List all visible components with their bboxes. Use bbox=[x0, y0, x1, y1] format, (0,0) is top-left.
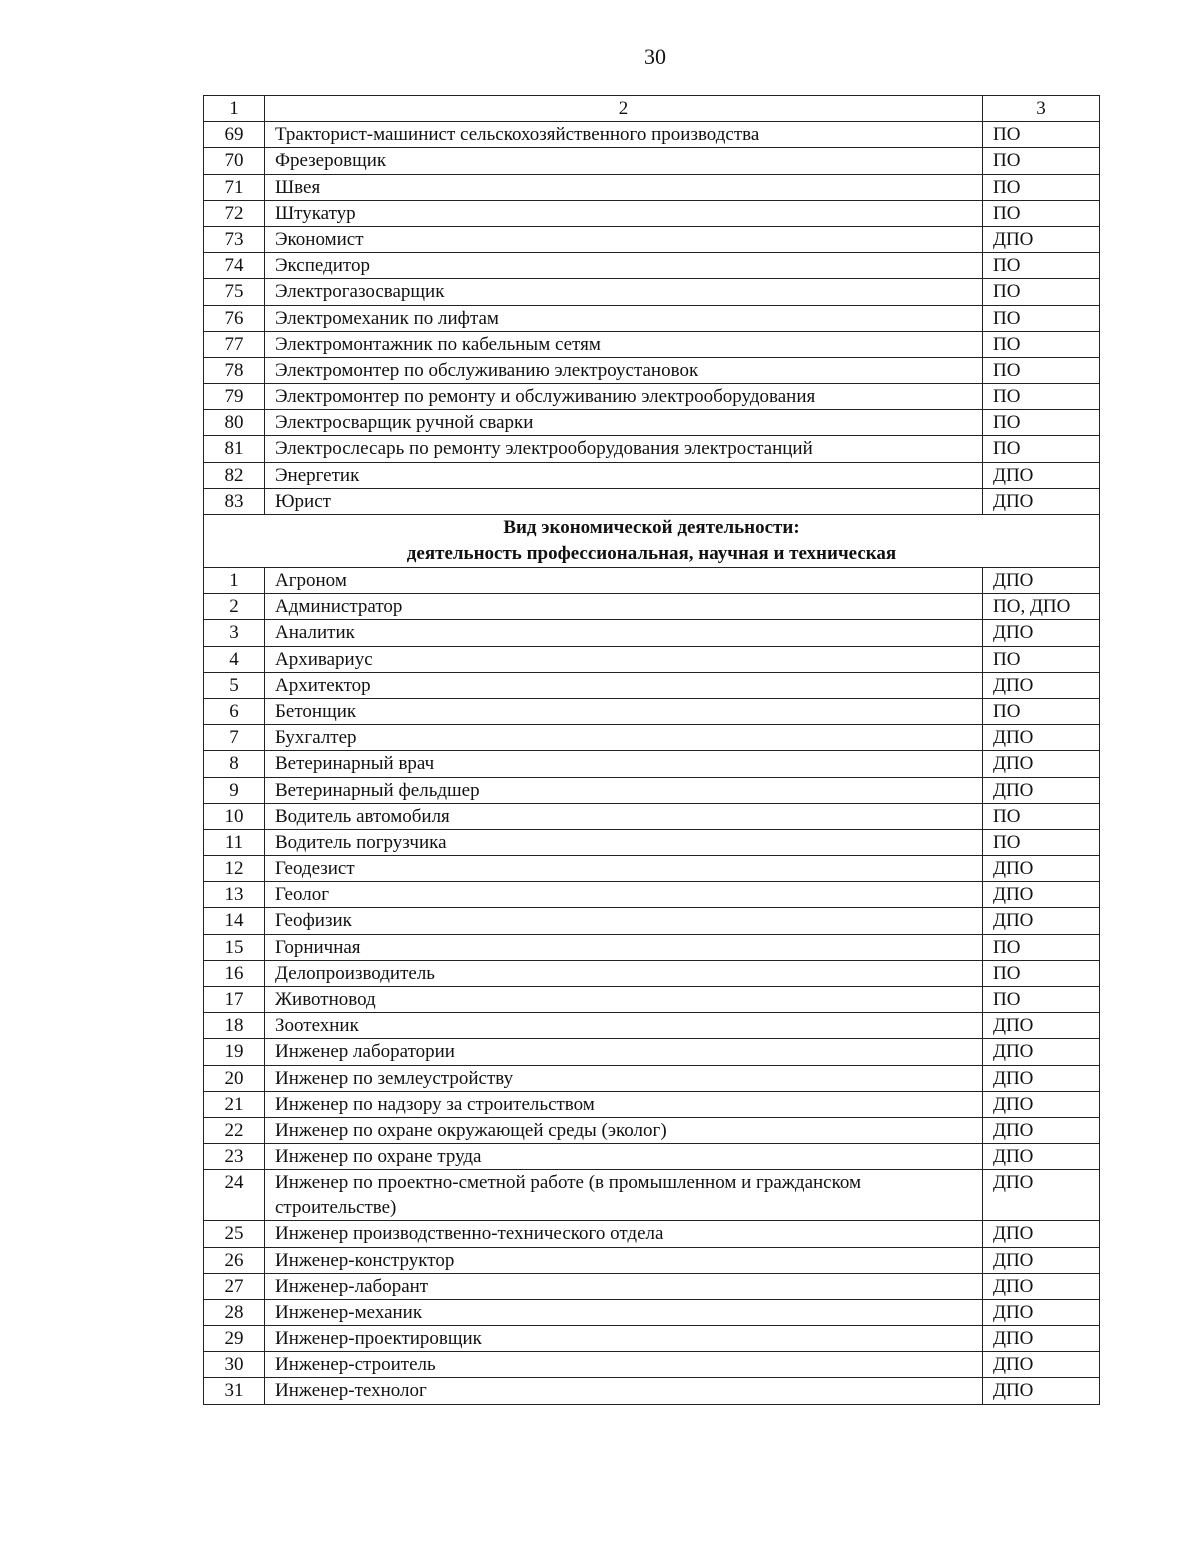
education-type-cell: ДПО bbox=[983, 620, 1100, 646]
profession-cell: Электромонтер по обслуживанию электроустановок bbox=[265, 357, 983, 383]
row-number-cell: 80 bbox=[204, 410, 265, 436]
education-type-cell: ПО bbox=[983, 829, 1100, 855]
table-row bbox=[204, 462, 1100, 488]
table-row bbox=[204, 987, 1100, 1013]
education-type-cell: ДПО bbox=[983, 488, 1100, 514]
row-number-cell: 6 bbox=[204, 698, 265, 724]
table-row bbox=[204, 1299, 1100, 1325]
column-header-number: 1 bbox=[204, 96, 265, 122]
education-type-cell: ДПО bbox=[983, 1013, 1100, 1039]
education-type-cell: ДПО bbox=[983, 751, 1100, 777]
row-number-cell: 10 bbox=[204, 803, 265, 829]
row-number-cell: 9 bbox=[204, 777, 265, 803]
table-row bbox=[204, 1378, 1100, 1404]
row-number-cell: 30 bbox=[204, 1352, 265, 1378]
row-number-cell: 19 bbox=[204, 1039, 265, 1065]
profession-cell: Инженер-лаборант bbox=[265, 1273, 983, 1299]
column-header-profession: 2 bbox=[265, 96, 983, 122]
row-number-cell: 16 bbox=[204, 960, 265, 986]
table-row bbox=[204, 331, 1100, 357]
education-type-cell: ДПО bbox=[983, 1378, 1100, 1404]
table-row bbox=[204, 882, 1100, 908]
table-row bbox=[204, 384, 1100, 410]
education-type-cell: ДПО bbox=[983, 725, 1100, 751]
profession-cell: Инженер по охране окружающей среды (эколог) bbox=[265, 1117, 983, 1143]
education-type-cell: ДПО bbox=[983, 1221, 1100, 1247]
table-row bbox=[204, 122, 1100, 148]
section-header-row bbox=[204, 515, 1100, 568]
profession-cell: Инженер по охране труда bbox=[265, 1144, 983, 1170]
row-number-cell: 11 bbox=[204, 829, 265, 855]
row-number-cell: 77 bbox=[204, 331, 265, 357]
table-row bbox=[204, 1117, 1100, 1143]
column-header-education: 3 bbox=[983, 96, 1100, 122]
profession-cell: Юрист bbox=[265, 488, 983, 514]
education-type-cell: ПО bbox=[983, 436, 1100, 462]
education-type-cell: ПО bbox=[983, 698, 1100, 724]
profession-cell: Инженер-строитель bbox=[265, 1352, 983, 1378]
profession-cell: Инженер по проектно-сметной работе (в промышленном и гражданском строительстве) bbox=[265, 1170, 983, 1221]
profession-cell: Водитель погрузчика bbox=[265, 829, 983, 855]
education-type-cell: ДПО bbox=[983, 226, 1100, 252]
row-number-cell: 21 bbox=[204, 1091, 265, 1117]
page-number: 30 bbox=[644, 44, 666, 69]
row-number-cell: 76 bbox=[204, 305, 265, 331]
table-row bbox=[204, 1326, 1100, 1352]
profession-cell: Зоотехник bbox=[265, 1013, 983, 1039]
profession-cell: Фрезеровщик bbox=[265, 148, 983, 174]
table-row bbox=[204, 1273, 1100, 1299]
table-body bbox=[204, 96, 1100, 1405]
table-row bbox=[204, 829, 1100, 855]
education-type-cell: ДПО bbox=[983, 1039, 1100, 1065]
education-type-cell: ПО bbox=[983, 122, 1100, 148]
profession-cell: Электрогазосварщик bbox=[265, 279, 983, 305]
row-number-cell: 83 bbox=[204, 488, 265, 514]
education-type-cell: ДПО bbox=[983, 856, 1100, 882]
profession-cell: Аналитик bbox=[265, 620, 983, 646]
profession-cell: Горничная bbox=[265, 934, 983, 960]
row-number-cell: 79 bbox=[204, 384, 265, 410]
education-type-cell: ДПО bbox=[983, 1144, 1100, 1170]
row-number-cell: 2 bbox=[204, 594, 265, 620]
row-number-cell: 75 bbox=[204, 279, 265, 305]
education-type-cell: ДПО bbox=[983, 462, 1100, 488]
row-number-cell: 15 bbox=[204, 934, 265, 960]
table-row bbox=[204, 253, 1100, 279]
education-type-cell: ДПО bbox=[983, 882, 1100, 908]
row-number-cell: 12 bbox=[204, 856, 265, 882]
table-row bbox=[204, 803, 1100, 829]
table-row bbox=[204, 594, 1100, 620]
row-number-cell: 29 bbox=[204, 1326, 265, 1352]
education-type-cell: ПО bbox=[983, 253, 1100, 279]
education-type-cell: ПО bbox=[983, 803, 1100, 829]
row-number-cell: 4 bbox=[204, 646, 265, 672]
profession-cell: Администратор bbox=[265, 594, 983, 620]
profession-cell: Ветеринарный врач bbox=[265, 751, 983, 777]
row-number-cell: 8 bbox=[204, 751, 265, 777]
table-row bbox=[204, 305, 1100, 331]
profession-cell: Водитель автомобиля bbox=[265, 803, 983, 829]
education-type-cell: ДПО bbox=[983, 1326, 1100, 1352]
table-row bbox=[204, 279, 1100, 305]
profession-cell: Архивариус bbox=[265, 646, 983, 672]
table-row bbox=[204, 1170, 1100, 1221]
education-type-cell: ДПО bbox=[983, 1273, 1100, 1299]
table-row bbox=[204, 1013, 1100, 1039]
row-number-cell: 78 bbox=[204, 357, 265, 383]
row-number-cell: 22 bbox=[204, 1117, 265, 1143]
row-number-cell: 17 bbox=[204, 987, 265, 1013]
table-row bbox=[204, 200, 1100, 226]
row-number-cell: 26 bbox=[204, 1247, 265, 1273]
table-row bbox=[204, 1144, 1100, 1170]
row-number-cell: 81 bbox=[204, 436, 265, 462]
profession-cell: Архитектор bbox=[265, 672, 983, 698]
profession-cell: Инженер-технолог bbox=[265, 1378, 983, 1404]
profession-cell: Инженер по землеустройству bbox=[265, 1065, 983, 1091]
row-number-cell: 31 bbox=[204, 1378, 265, 1404]
table-row bbox=[204, 1352, 1100, 1378]
education-type-cell: ДПО bbox=[983, 568, 1100, 594]
table-row bbox=[204, 174, 1100, 200]
row-number-cell: 3 bbox=[204, 620, 265, 646]
section-header bbox=[204, 515, 1100, 568]
profession-cell: Энергетик bbox=[265, 462, 983, 488]
table-row bbox=[204, 620, 1100, 646]
education-type-cell: ПО bbox=[983, 646, 1100, 672]
profession-cell: Бухгалтер bbox=[265, 725, 983, 751]
profession-cell: Штукатур bbox=[265, 200, 983, 226]
row-number-cell: 13 bbox=[204, 882, 265, 908]
education-type-cell: ПО, ДПО bbox=[983, 594, 1100, 620]
row-number-cell: 25 bbox=[204, 1221, 265, 1247]
table-row bbox=[204, 856, 1100, 882]
profession-cell: Электросварщик ручной сварки bbox=[265, 410, 983, 436]
profession-cell: Инженер-конструктор bbox=[265, 1247, 983, 1273]
row-number-cell: 28 bbox=[204, 1299, 265, 1325]
table-row bbox=[204, 751, 1100, 777]
education-type-cell: ПО bbox=[983, 200, 1100, 226]
table-row bbox=[204, 646, 1100, 672]
row-number-cell: 74 bbox=[204, 253, 265, 279]
profession-cell: Бетонщик bbox=[265, 698, 983, 724]
table-header-row bbox=[204, 96, 1100, 122]
education-type-cell: ПО bbox=[983, 410, 1100, 436]
professions-table bbox=[203, 95, 1100, 1405]
table-row bbox=[204, 357, 1100, 383]
education-type-cell: ПО bbox=[983, 357, 1100, 383]
table-row bbox=[204, 960, 1100, 986]
table-row bbox=[204, 698, 1100, 724]
table-row bbox=[204, 436, 1100, 462]
table-row bbox=[204, 1039, 1100, 1065]
profession-cell: Электромонтер по ремонту и обслуживанию электрооборудования bbox=[265, 384, 983, 410]
education-type-cell: ДПО bbox=[983, 1117, 1100, 1143]
profession-cell: Электромеханик по лифтам bbox=[265, 305, 983, 331]
table-row bbox=[204, 777, 1100, 803]
row-number-cell: 69 bbox=[204, 122, 265, 148]
row-number-cell: 73 bbox=[204, 226, 265, 252]
table-row bbox=[204, 568, 1100, 594]
profession-cell: Геодезист bbox=[265, 856, 983, 882]
profession-cell: Инженер-проектировщик bbox=[265, 1326, 983, 1352]
row-number-cell: 82 bbox=[204, 462, 265, 488]
profession-cell: Инженер лаборатории bbox=[265, 1039, 983, 1065]
row-number-cell: 7 bbox=[204, 725, 265, 751]
row-number-cell: 14 bbox=[204, 908, 265, 934]
row-number-cell: 72 bbox=[204, 200, 265, 226]
table-row bbox=[204, 410, 1100, 436]
row-number-cell: 23 bbox=[204, 1144, 265, 1170]
profession-cell: Электрослесарь по ремонту электрооборудования электростанций bbox=[265, 436, 983, 462]
profession-cell: Делопроизводитель bbox=[265, 960, 983, 986]
section-title-line2: деятельность профессиональная, научная и техническая bbox=[406, 543, 897, 564]
education-type-cell: ДПО bbox=[983, 1247, 1100, 1273]
education-type-cell: ДПО bbox=[983, 1065, 1100, 1091]
education-type-cell: ПО bbox=[983, 174, 1100, 200]
education-type-cell: ПО bbox=[983, 960, 1100, 986]
education-type-cell: ДПО bbox=[983, 1091, 1100, 1117]
profession-cell: Тракторист-машинист сельскохозяйственного производства bbox=[265, 122, 983, 148]
education-type-cell: ДПО bbox=[983, 1352, 1100, 1378]
profession-cell: Экономист bbox=[265, 226, 983, 252]
education-type-cell: ПО bbox=[983, 384, 1100, 410]
profession-cell: Ветеринарный фельдшер bbox=[265, 777, 983, 803]
education-type-cell: ПО bbox=[983, 279, 1100, 305]
profession-cell: Геолог bbox=[265, 882, 983, 908]
table-row bbox=[204, 934, 1100, 960]
table-row bbox=[204, 908, 1100, 934]
education-type-cell: ПО bbox=[983, 331, 1100, 357]
education-type-cell: ПО bbox=[983, 934, 1100, 960]
table-row bbox=[204, 1065, 1100, 1091]
table-row bbox=[204, 1221, 1100, 1247]
table-row bbox=[204, 725, 1100, 751]
table-row bbox=[204, 1091, 1100, 1117]
profession-cell: Инженер по надзору за строительством bbox=[265, 1091, 983, 1117]
education-type-cell: ПО bbox=[983, 148, 1100, 174]
table-row bbox=[204, 226, 1100, 252]
row-number-cell: 20 bbox=[204, 1065, 265, 1091]
education-type-cell: ДПО bbox=[983, 672, 1100, 698]
row-number-cell: 1 bbox=[204, 568, 265, 594]
row-number-cell: 5 bbox=[204, 672, 265, 698]
row-number-cell: 71 bbox=[204, 174, 265, 200]
profession-cell: Электромонтажник по кабельным сетям bbox=[265, 331, 983, 357]
profession-cell: Геофизик bbox=[265, 908, 983, 934]
profession-cell: Инженер производственно-технического отдела bbox=[265, 1221, 983, 1247]
row-number-cell: 24 bbox=[204, 1170, 265, 1221]
profession-cell: Животновод bbox=[265, 987, 983, 1013]
profession-cell: Агроном bbox=[265, 568, 983, 594]
profession-cell: Швея bbox=[265, 174, 983, 200]
profession-cell: Экспедитор bbox=[265, 253, 983, 279]
row-number-cell: 18 bbox=[204, 1013, 265, 1039]
education-type-cell: ДПО bbox=[983, 1170, 1100, 1221]
education-type-cell: ДПО bbox=[983, 777, 1100, 803]
section-title-line1: Вид экономической деятельности: bbox=[503, 517, 800, 538]
table-row bbox=[204, 1247, 1100, 1273]
table-row bbox=[204, 488, 1100, 514]
education-type-cell: ПО bbox=[983, 987, 1100, 1013]
education-type-cell: ДПО bbox=[983, 908, 1100, 934]
row-number-cell: 27 bbox=[204, 1273, 265, 1299]
table-row bbox=[204, 148, 1100, 174]
education-type-cell: ДПО bbox=[983, 1299, 1100, 1325]
table-row bbox=[204, 672, 1100, 698]
row-number-cell: 70 bbox=[204, 148, 265, 174]
education-type-cell: ПО bbox=[983, 305, 1100, 331]
profession-cell: Инженер-механик bbox=[265, 1299, 983, 1325]
